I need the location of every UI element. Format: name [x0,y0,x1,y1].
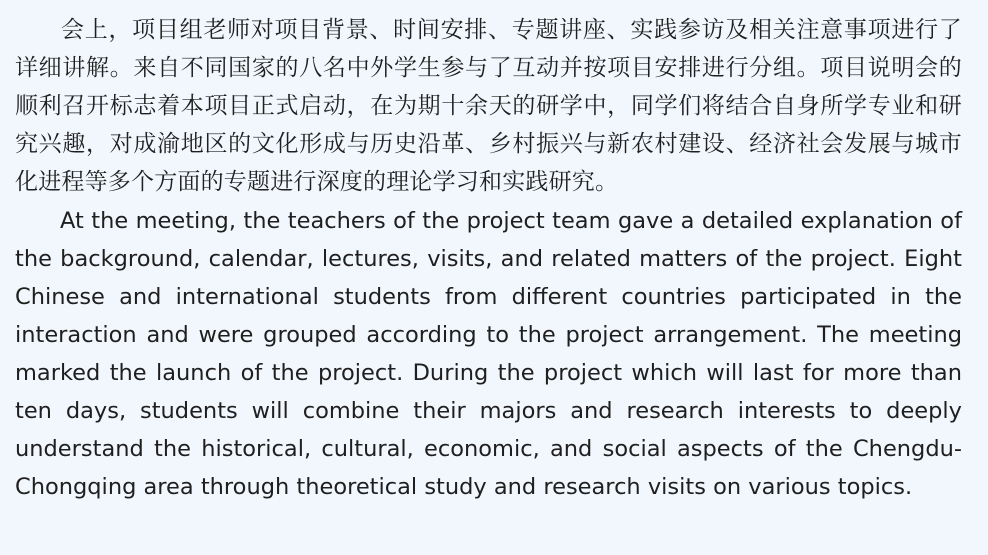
paragraph-chinese: 会上，项目组老师对项目背景、时间安排、专题讲座、实践参访及相关注意事项进行了详细讲解。来自不同国家的八名中外学生参与了互动并按项目安排进行分组。项目说明会的顺利召开标志着本项目正式启动，在为期十余天的研学中，同学们将结合自身所学专业和研究兴趣，对成渝地区的文化形成与历史沿革、乡村振兴与新农村建设、经济社会发展与城市化进程等多个方面的专题进行深度的理论学习和实践研究。 [15,17,962,195]
paragraph-english: At the meeting, the teachers of the project team gave a detailed explanation of the background, calendar, lectures, visits, and related matters of the project. Eight Chinese and international students from different countries participated in the interaction and were grouped according to the project arrangement. The meeting marked the launch of the project. During the project which will last for more than ten days, students will combine their majors and research interests to deeply understand the historical, cultural, economic, and social aspects of the Chengdu-Chongqing area through theoretical study and research visits on various topics. [15,208,962,500]
